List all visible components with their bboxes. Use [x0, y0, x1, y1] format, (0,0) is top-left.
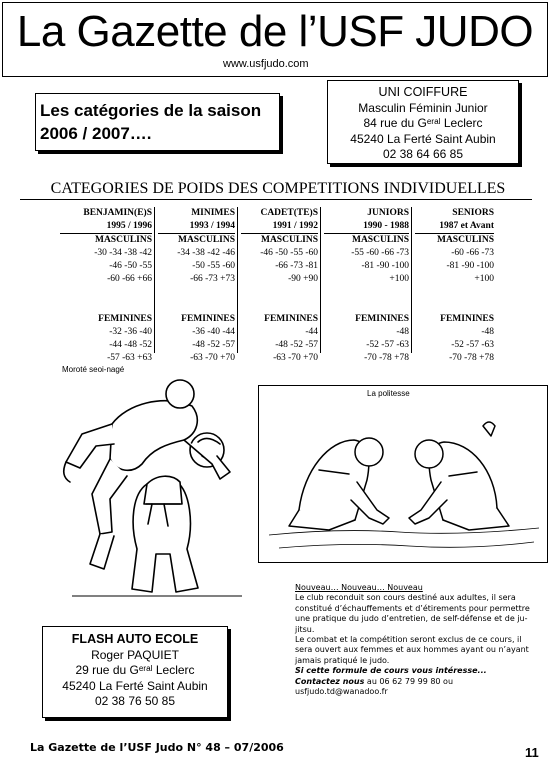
ad-auto-line1: 29 rue du Gᵉʳᵃˡ Leclerc	[75, 663, 195, 677]
illustration-caption-seoi-nage: Moroté seoi-nagé	[62, 365, 125, 374]
column-years: 1993 / 1994	[158, 220, 235, 234]
feminines-label: FEMININES	[440, 314, 494, 324]
feminines-label: FEMININES	[355, 314, 409, 324]
column-divider	[154, 207, 155, 353]
weights-line: -34 -38 -42 -46	[177, 248, 235, 258]
column-years: 1995 / 1996	[60, 220, 152, 234]
weights-line: -50 -55 -60	[192, 261, 235, 271]
weights-line: -46 -50 -55 -60	[260, 248, 318, 258]
weights-line: -52 -57 -63	[366, 340, 409, 350]
weights-line: -48	[396, 327, 409, 337]
weights-line: -81 -90 -100	[361, 261, 409, 271]
weights-line: +100	[389, 274, 409, 284]
judo-bow-drawing	[259, 400, 545, 560]
weights-line: -44	[305, 327, 318, 337]
feminines-label: FEMININES	[181, 314, 235, 324]
ad-coiffure-line2: 84 rue du Gᵉʳᵃˡ Leclerc	[363, 116, 483, 130]
saison-heading	[40, 99, 276, 145]
column-years: 1990 - 1988	[324, 220, 409, 234]
footer-issue: La Gazette de l’USF Judo N° 48 – 07/2006	[30, 741, 284, 754]
contact-email[interactable]: usfjudo.td@wanadoo.fr	[295, 687, 388, 697]
weights-line: -66 -73 -81	[275, 261, 318, 271]
nouveau-paragraph: Le combat et la compétition seront exclus de ce cours, il sera ouvert aux femmes et aux hommes ayant ou n’ayant jamais pratiqué le judo.	[295, 635, 529, 665]
ad-coiffure-phone: 02 38 64 66 85	[382, 147, 464, 161]
ad-auto-phone: 02 38 76 50 85	[94, 694, 176, 708]
weights-line: -36 -40 -44	[192, 327, 235, 337]
illustration-caption-politesse: La politesse	[367, 389, 410, 398]
column-divider	[237, 207, 238, 353]
column-juniors	[324, 207, 409, 365]
column-name: CADET(TE)S	[260, 208, 318, 218]
masculins-label: MASCULINS	[436, 235, 494, 245]
column-name: SENIORS	[452, 208, 494, 218]
column-benjamins	[60, 207, 152, 365]
nouveau-heading: Nouveau… Nouveau… Nouveau	[295, 583, 423, 592]
column-name: JUNIORS	[367, 208, 409, 218]
contact-phone: au 06 62 79 99 80 ou	[364, 676, 454, 686]
column-cadets	[241, 207, 318, 365]
column-years: 1987 et Avant	[415, 220, 494, 234]
column-divider	[320, 207, 321, 353]
masthead-title: La Gazette de l’USF JUDO	[16, 7, 534, 56]
feminines-label: FEMININES	[264, 314, 318, 324]
weights-line: -32 -36 -40	[109, 327, 152, 337]
ad-uni-coiffure	[327, 80, 519, 164]
weights-line: -52 -57 -63	[451, 340, 494, 350]
categories-title: CATEGORIES DE POIDS DES COMPETITIONS INDIVIDUELLES	[50, 180, 506, 197]
weights-line: -48	[481, 327, 494, 337]
ad-coiffure-line3: 45240 La Ferté Saint Aubin	[350, 131, 496, 146]
nouveau-contact	[295, 677, 540, 687]
ad-coiffure-name: UNI COIFFURE	[378, 85, 468, 99]
weights-line: -57 -63 +63	[107, 353, 152, 363]
ad-auto-person: Roger PAQUIET	[91, 647, 179, 662]
weights-line: -60 -66 -73	[451, 248, 494, 258]
column-divider	[411, 207, 412, 353]
page-number: 11	[525, 745, 539, 760]
weights-line: -90 +90	[288, 274, 318, 284]
weights-line: -63 -70 +70	[273, 353, 318, 363]
masculins-label: MASCULINS	[351, 235, 409, 245]
weights-line: -70 -78 +78	[449, 353, 494, 363]
feminines-label: FEMININES	[98, 314, 152, 324]
ad-coiffure-line1: Masculin Féminin Junior	[358, 100, 488, 115]
judo-throw-drawing	[52, 364, 258, 600]
ad-auto-name: FLASH AUTO ECOLE	[71, 632, 199, 646]
column-name: MINIMES	[191, 208, 235, 218]
weights-line: -60 -66 +66	[107, 274, 152, 284]
weights-line: -48 -52 -57	[192, 340, 235, 350]
weights-line: -55 -60 -66 -73	[351, 248, 409, 258]
masculins-label: MASCULINS	[260, 235, 318, 245]
weights-line: -81 -90 -100	[446, 261, 494, 271]
contact-label: Contactez nous	[295, 676, 365, 686]
masculins-label: MASCULINS	[94, 235, 152, 245]
weights-line: -46 -50 -55	[109, 261, 152, 271]
weights-line: -63 -70 +70	[190, 353, 235, 363]
saison-line-2: 2006 / 2007….	[40, 124, 152, 143]
categories-underline	[20, 199, 532, 200]
nouveau-article	[295, 583, 540, 697]
ad-flash-auto-ecole	[42, 626, 228, 718]
column-years: 1991 / 1992	[241, 220, 318, 234]
weights-line: -48 -52 -57	[275, 340, 318, 350]
weights-line: -44 -48 -52	[109, 340, 152, 350]
column-minimes	[158, 207, 235, 365]
column-seniors	[415, 207, 494, 365]
weights-line: -70 -78 +78	[364, 353, 409, 363]
ad-auto-line2: 45240 La Ferté Saint Aubin	[62, 678, 208, 693]
weights-line: -66 -73 +73	[190, 274, 235, 284]
nouveau-paragraph: Si cette formule de cours vous intéresse...	[295, 666, 487, 676]
weights-line: -30 -34 -38 -42	[94, 248, 152, 258]
nouveau-paragraph: Le club reconduit son cours destiné aux adultes, il sera constitué d’échauffements et d’étirements pour permettre une pratique du judo d’entretien, de self-défense et de ju-jitsu.	[295, 593, 530, 634]
weights-line: +100	[474, 274, 494, 284]
masculins-label: MASCULINS	[177, 235, 235, 245]
website-url[interactable]: www.usfjudo.com	[223, 58, 309, 70]
column-name: BENJAMIN(E)S	[83, 208, 152, 218]
saison-line-1: Les catégories de la saison	[40, 101, 262, 120]
